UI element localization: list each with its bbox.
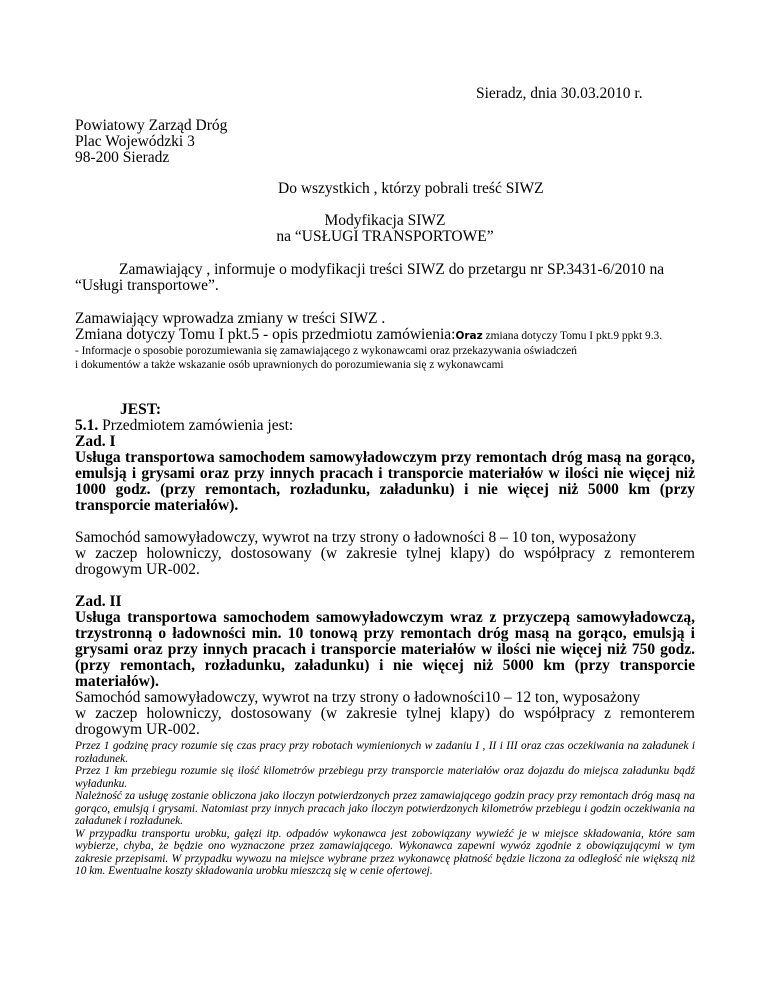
changes-line-1: Zamawiający wprowadza zmiany w treści SIWZ . [75, 310, 386, 327]
place-date: Sieradz, dnia 30.03.2010 r. [476, 85, 643, 102]
zad2-bold-line: trzystronną o ładowności min. 10 tonową przy remontach dróg masą na gorąco, emulsją i [75, 625, 695, 642]
jest-heading: JEST: [120, 401, 162, 418]
changes-line-2 [75, 327, 662, 344]
zad2-bold-line: (przy remontach, rozładunku, załadunku) i nie więcej niż 5000 km (przy transporcie [75, 657, 695, 674]
zad1-desc-line: drogowym UR-002. [75, 561, 200, 578]
zad1-bold-line: emulsją i grysami oraz przy innych pracach i transporcie materiałów w ilości nie więcej niż [75, 465, 695, 482]
intro-line-1: Zamawiający , informuje o modyfikacji treści SIWZ do przetargu nr SP.3431-6/2010 na [119, 261, 665, 278]
sender-name: Powiatowy Zarząd Dróg [75, 117, 228, 134]
zad1-bold-line: transporcie materiałów). [75, 497, 239, 514]
zad2-bold-line: Usługa transportowa samochodem samowyładowczym wraz z przyczepą samowyładowczą, [75, 609, 695, 626]
item-text: Przedmiotem zamówienia jest: [102, 417, 294, 434]
title-line-2: na “USŁUGI TRANSPORTOWE” [276, 228, 494, 245]
zad2-desc-line: drogowym UR-002. [75, 721, 200, 738]
changes-line-3: - Informacje o sposobie porozumiewania się zamawiającego z wykonawcami oraz przekazywania oświadczeń [75, 345, 577, 357]
zad1-bold-line: 1000 godz. (przy remontach, rozładunku, załadunku) i nie więcej niż 5000 km (przy [75, 481, 695, 498]
zad1-desc-line: Samochód samowyładowczy, wywrot na trzy strony o ładowności 8 – 10 ton, wyposażony [75, 529, 637, 546]
item-number: 5.1. [75, 417, 99, 434]
intro-line-2: “Usługi transportowe”. [75, 277, 219, 294]
note-paragraph: W przypadku transportu urobku, gałęzi itp. odpadów wykonawca jest zobowiązany wywieźć je w miejsce składowania, które sam wybierze, chyba, że będzie ono wyznaczone przez zamawiającego. Wykonawca zapewni wywóz zgodnie z obowiązującymi w tym zakresie przepisami. W przypadku wywozu na miejsce wybrane przez wykonawcę płatność będzie liczona za odległość nie większą niż 10 km. Ewentualne koszty składowania urobku mieszczą się w cenie ofertowej. [75, 827, 695, 877]
changes-main: Zmiana dotyczy Tomu I pkt.5 - opis przedmiotu zamówienia: [75, 326, 456, 343]
changes-oraz: Oraz [455, 330, 483, 342]
zad2-bold-line: grysami oraz przy innych pracach i transporcie materiałów w ilości nie więcej niż 750 godz. [75, 641, 695, 658]
jest-item [75, 418, 293, 434]
note-paragraph: Przez 1 godzinę pracy rozumie się czas pracy przy robotach wymienionych w zadaniu I , II i III oraz czas oczekiwania na załadunek i rozładunek. [75, 740, 695, 765]
notes-block [75, 740, 695, 878]
note-paragraph: Należność za usługę zostanie obliczona jako iloczyn potwierdzonych przez zamawiającego godzin pracy przy remontach dróg masą na gorąco, emulsją i grysami. Natomiast przy innych pracach jako iloczyn potwierdzonych kilometrów przebiegu i godzin oczekiwania na załadunek i rozładunek. [75, 790, 695, 827]
zad1-heading: Zad. I [75, 433, 116, 450]
zad2-heading: Zad. II [75, 593, 122, 610]
zad1-bold-line: Usługa transportowa samochodem samowyładowczym przy remontach dróg masą na gorąco, [75, 449, 695, 466]
zad1-desc-line: w zaczep holowniczy, dostosowany (w zakresie tylnej klapy) do współpracy z remonterem [75, 545, 695, 562]
note-paragraph: Przez 1 km przebiegu rozumie się ilość kilometrów przebiegu przy transporcie materiałów oraz dojazdu do miejsca załadunku bądź wyładunku. [75, 765, 695, 790]
title-line-1: Modyfikacja SIWZ [324, 212, 446, 229]
zad2-desc-line: Samochód samowyładowczy, wywrot na trzy strony o ładowności10 – 12 ton, wyposażony [75, 689, 641, 706]
zad2-desc-line: w zaczep holowniczy, dostosowany (w zakresie tylnej klapy) do współpracy z remonterem [75, 705, 695, 722]
changes-rest: zmiana dotyczy Tomu I pkt.9 ppkt 9.3. [482, 330, 663, 342]
changes-line-4: i dokumentów a także wskazanie osób uprawnionych do porozumiewania się z wykonawcami [75, 359, 504, 371]
sender-city: 98-200 Sieradz [75, 149, 170, 166]
zad2-bold-line: materiałów). [75, 673, 159, 690]
recipient: Do wszystkich , którzy pobrali treść SIWZ [278, 180, 544, 197]
sender-street: Plac Wojewódzki 3 [75, 133, 195, 150]
